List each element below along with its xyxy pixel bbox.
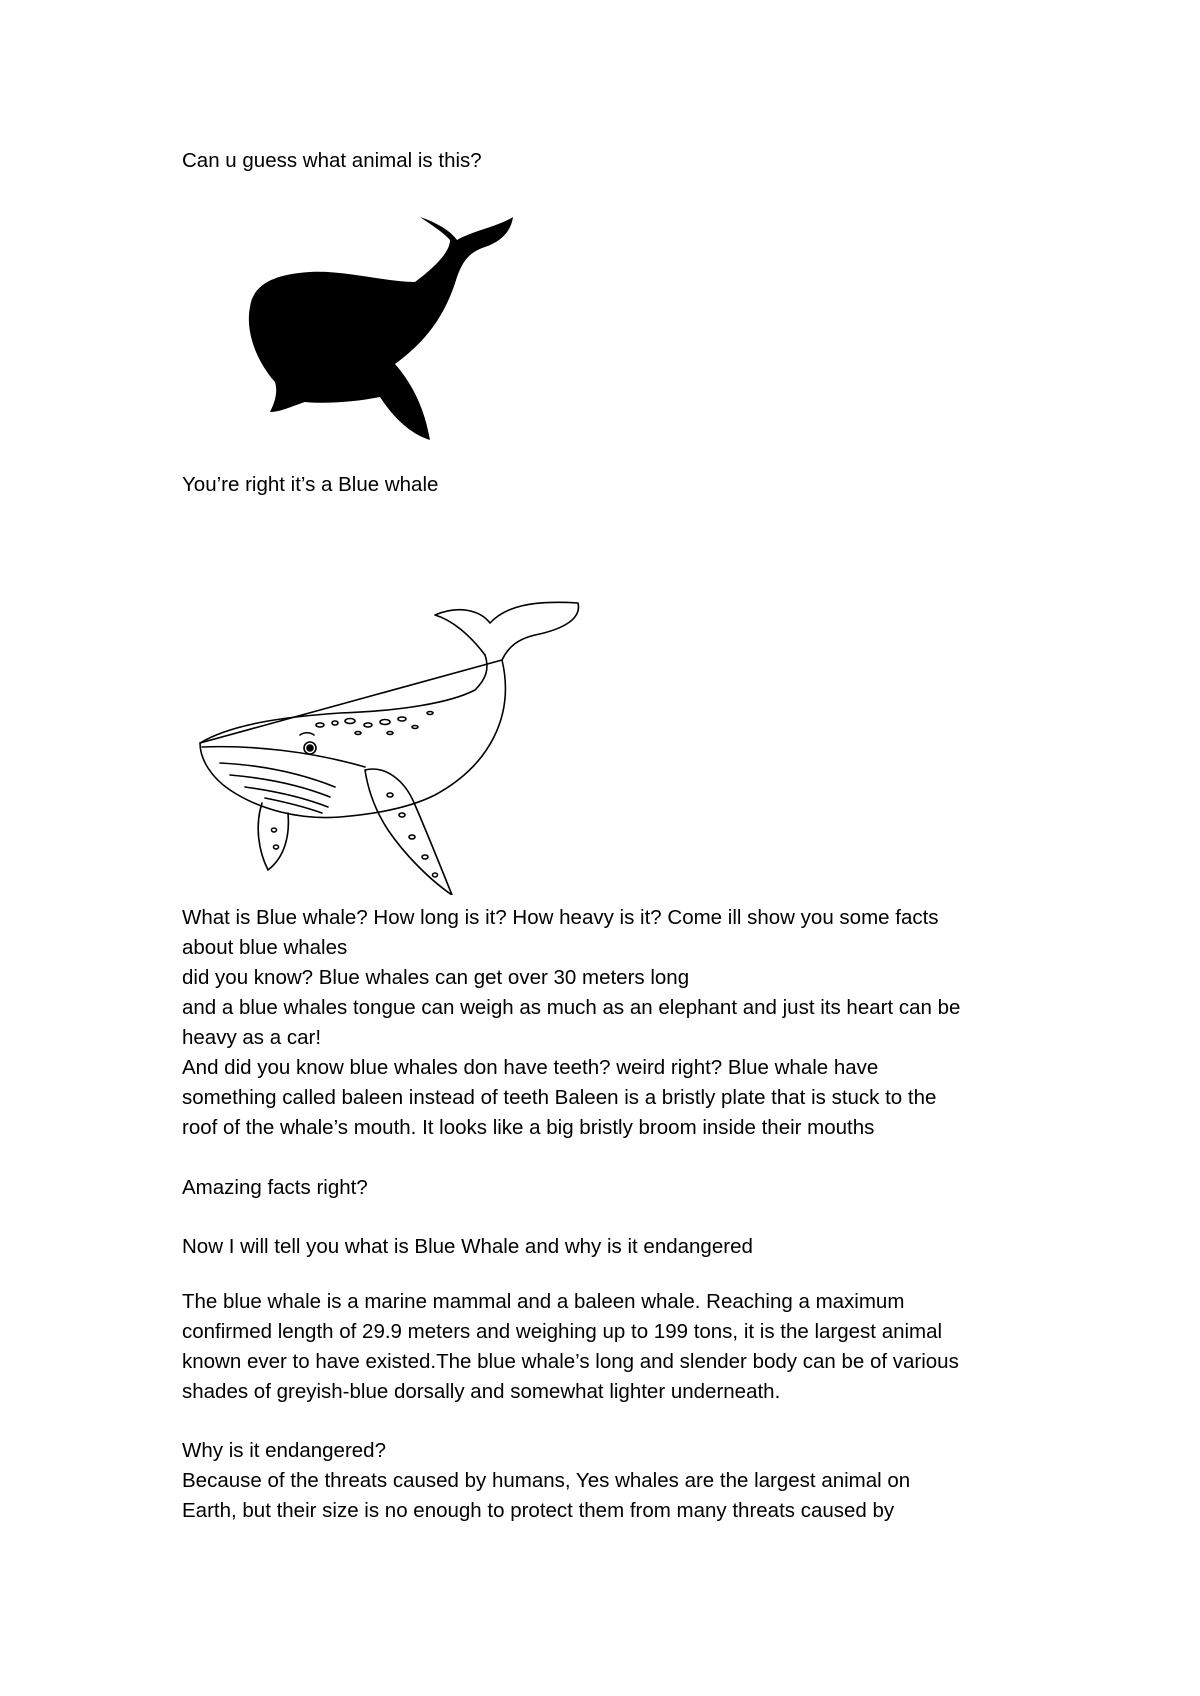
- description-line-4: shades of greyish-blue dorsally and somewhat lighter underneath.: [182, 1380, 781, 1403]
- facts-line-4: and a blue whales tongue can weigh as much as an elephant and just its heart can be: [182, 996, 961, 1019]
- endangered-line-1: Because of the threats caused by humans, Yes whales are the largest animal on: [182, 1469, 911, 1492]
- facts-line-2: about blue whales: [182, 936, 348, 959]
- amazing-line: Amazing facts right?: [182, 1176, 368, 1199]
- facts-line-8: roof of the whale’s mouth. It looks like a big bristly broom inside their mouths: [182, 1116, 875, 1139]
- facts-line-7: something called baleen instead of teeth Baleen is a bristly plate that is stuck to the: [182, 1086, 937, 1109]
- blue-whale-outline-image: [190, 595, 590, 895]
- description-line-2: confirmed length of 29.9 meters and weighing up to 199 tons, it is the largest animal: [182, 1320, 943, 1343]
- description-line-1: The blue whale is a marine mammal and a baleen whale. Reaching a maximum: [182, 1290, 905, 1313]
- answer-line: You’re right it’s a Blue whale: [182, 473, 439, 496]
- transition-line: Now I will tell you what is Blue Whale and why is it endangered: [182, 1235, 753, 1258]
- whale-silhouette-image: [245, 212, 545, 452]
- description-line-3: known ever to have existed.The blue whale’s long and slender body can be of various: [182, 1350, 959, 1373]
- facts-line-5: heavy as a car!: [182, 1026, 322, 1049]
- facts-line-3: did you know? Blue whales can get over 30 meters long: [182, 966, 690, 989]
- facts-line-6: And did you know blue whales don have teeth? weird right? Blue whale have: [182, 1056, 879, 1079]
- facts-line-1: What is Blue whale? How long is it? How heavy is it? Come ill show you some facts: [182, 906, 939, 929]
- endangered-line-2: Earth, but their size is no enough to protect them from many threats caused by: [182, 1499, 895, 1522]
- intro-question: Can u guess what animal is this?: [182, 149, 482, 172]
- endangered-question: Why is it endangered?: [182, 1439, 386, 1462]
